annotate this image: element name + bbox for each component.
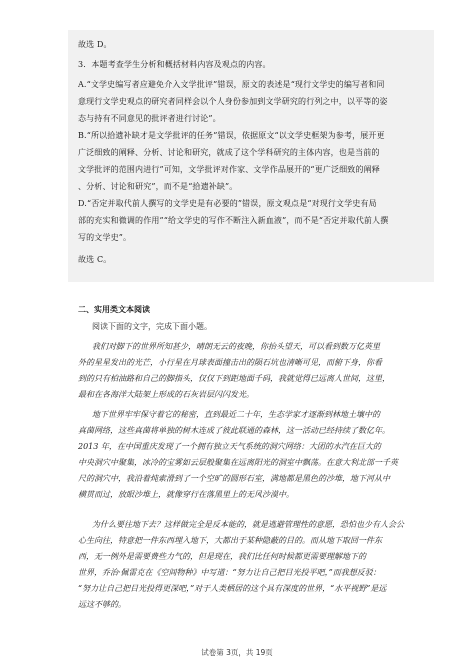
passage-line: 尺的洞穴中，我沿着炖索滑到了一个空旷的圆形石室，满地都是黑色的沙堆，地下河从中: [78, 474, 390, 483]
passage-line: 横贯而过，放眼沙堆上，就像穿行在落黑里上的无风沙漠中。: [78, 490, 294, 499]
passage-line: 外的星星发出的光芒，小行星在月球表面撞击出的陨石坑也清晰可见，而俯下身，你看: [78, 358, 382, 367]
passage-line: 远这不够的。: [78, 600, 126, 609]
answer-line: 故选 C。: [78, 255, 112, 264]
answer-line: 故选 D。: [78, 40, 112, 49]
passage-line: “努力让自己把目光投得更深吧，”对于人类栖居的这个具有深度的世界，“水平视野”是远: [78, 584, 387, 593]
passage-line: 心生向往，特意把一件东西埋入地下，大都出于某种隐蔽的目的。而从地下取回一件东: [78, 536, 382, 545]
passage-line: 真菌网络，这些真菌将单独的树木连成了彼此联通的森林，这一活动已经持续了数亿年。: [78, 426, 390, 435]
answer-line: D.“否定并取代前人撰写的文学史是有必要的”错误，原文观点是“对现行文学史有局: [78, 199, 377, 208]
answer-line: 写的文学史”。: [78, 233, 132, 242]
answer-line: 、分析、讨论和研究”，而不是“拾遗补缺”。: [78, 182, 238, 191]
answer-line: 部的充实和微调的作用”“给文学史的写作不断注入新血液”，而不是“否定并取代前人撰: [78, 216, 389, 225]
passage-line: 为什么要往地下去？这样做完全是反本能的，就是逃避管理性的意愿，恐怕也少有人会公: [92, 520, 404, 529]
passage-line: 西，无一例外是需要费些力气的，但是现在，我们比任何时候都更需要理解地下的: [78, 552, 366, 561]
answer-line: 广泛细致的阐释、分析、讨论和研究，就成了这个学科研究的主体内容，也是当前的: [78, 148, 380, 157]
passage-line: 2013 年，在中国重庆发现了一个拥有独立天气系统的洞穴网络：大团的水汽在巨大的: [78, 442, 381, 451]
answer-line: 文学批评的范围内进行”可知，文学批评对作家、文学作品展开的“更广泛细致的阐释: [78, 165, 380, 174]
answer-line: 3．本题考查学生分析和概括材料内容及观点的内容。: [78, 60, 271, 69]
passage-instruction: 阅读下面的文字，完成下面小题。: [92, 322, 212, 331]
section-title: 二、实用类文本阅读: [78, 305, 150, 314]
passage-line: 最和在各海洋大陆架上形成的石灰岩层闪闪发光。: [78, 390, 254, 399]
passage-line: 中央洞穴中聚集，冰冷的宝雾如云层般聚集在远离阳光的洞室中飘荡。在意大利北部一千英: [78, 458, 398, 467]
passage-line: 我们对脚下的世界所知甚少，晴朗无云的夜晚，你抬头望天，可以看到数万亿英里: [92, 342, 380, 351]
answer-line: 态与持有不同意见的批评者进行讨论”。: [78, 114, 221, 123]
passage-line: 到的只有柏油路和自己的脚指头，仅仅下到距地面千码，我就觉得已远离人世间，这里，: [78, 374, 390, 383]
passage-line: 地下世界牢牢保守着它的秘密，直到最近二十年，生态学家才逐渐到林地土壤中的: [92, 410, 380, 419]
page-number-footer: 试卷第 3页，共 19页: [201, 648, 273, 657]
answer-line: 意现行文学史观点的研究者同样会以个人身份参加到文学研究的行列之中，以平等的姿: [78, 97, 388, 106]
answer-line: A.“文学史编写者应避免介入文学批评”错误，原文的表述是“现行文学史的编写者和同: [78, 80, 385, 89]
passage-line: 世界，乔治·佩雷克在《空间物种》中写道：“努力让自己把目光投平吧，”而我想反驳：: [78, 568, 381, 577]
answer-line: B.“所以拾遗补缺才是文学批评的任务”错误，依据原文“以文学史框架为参考，展开更: [78, 131, 385, 140]
